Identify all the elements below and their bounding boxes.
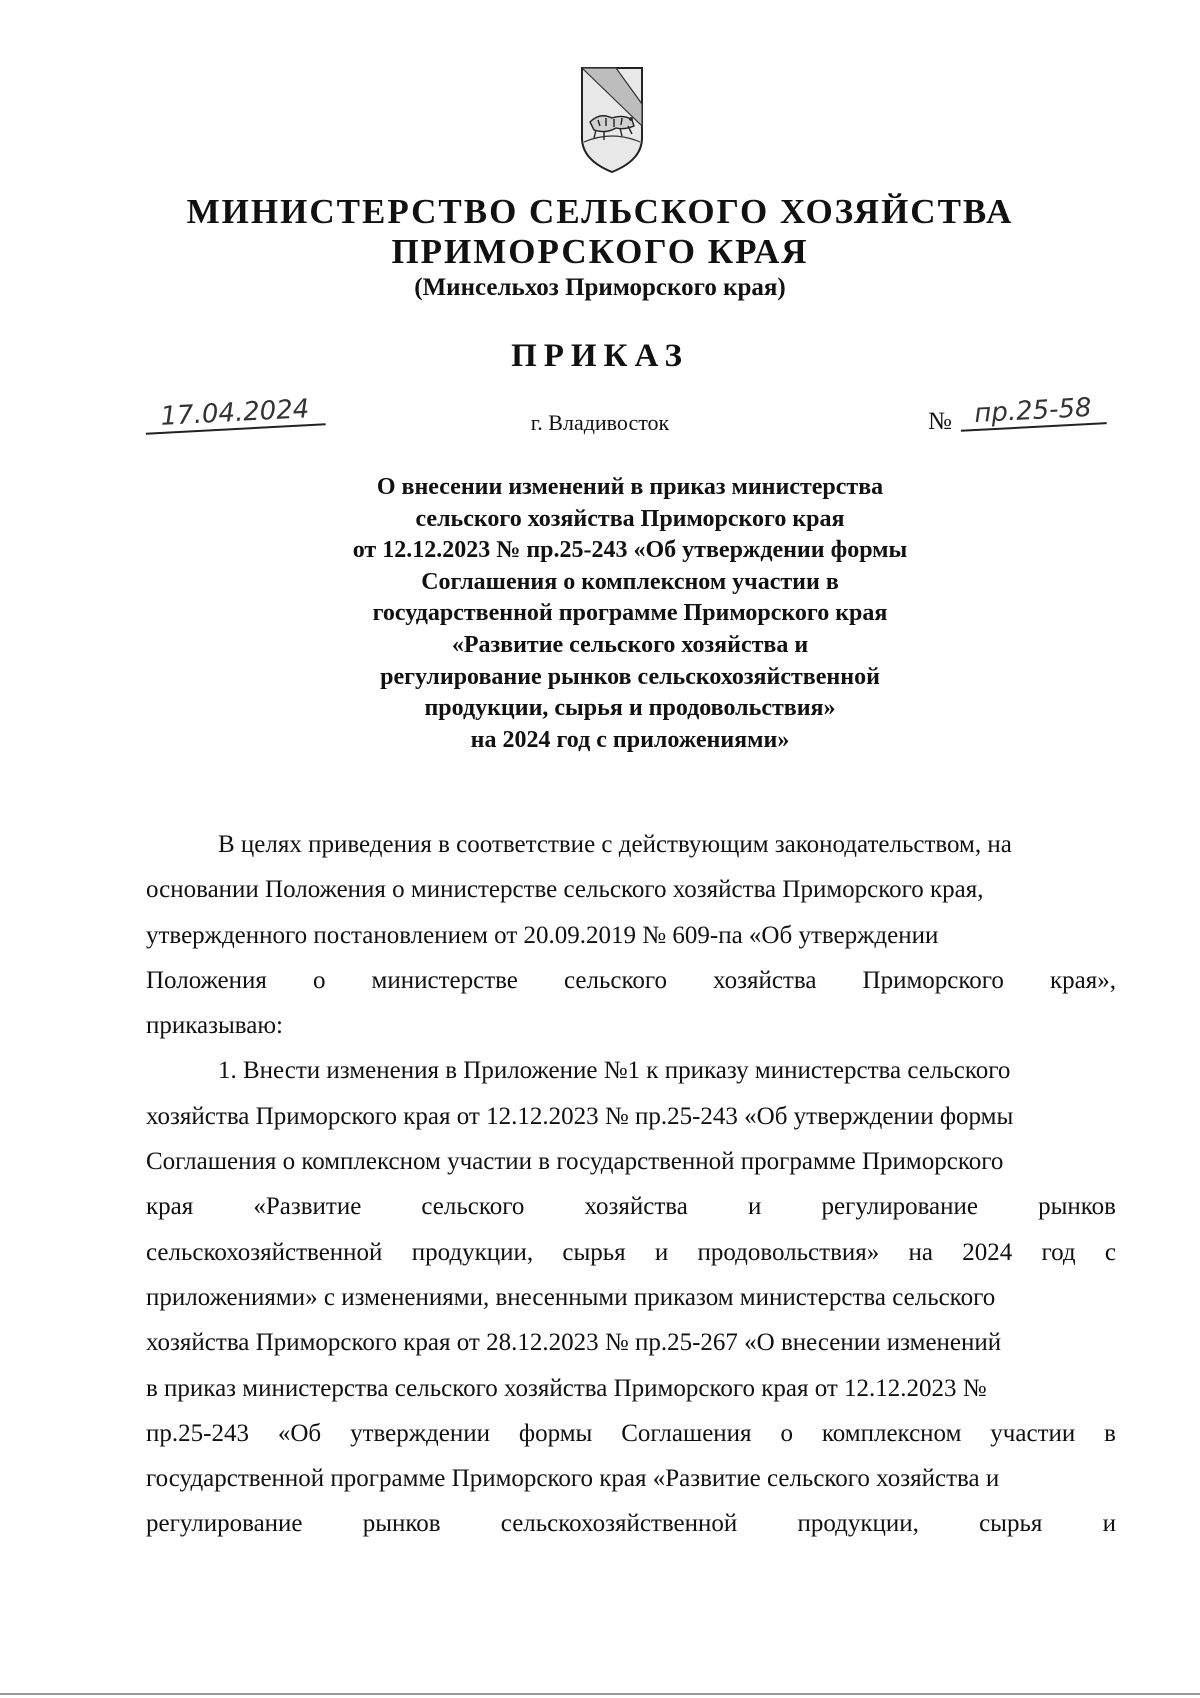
- title-line: от 12.12.2023 № пр.25-243 «Об утверждении формы: [352, 537, 908, 564]
- body-line: 1. Внести изменения в Приложение №1 к приказу министерства сельского: [218, 1057, 1011, 1085]
- word: о: [312, 966, 326, 994]
- body-line: Соглашения о комплексном участии в государственной программе Приморского: [146, 1148, 1004, 1176]
- title-line: государственной программе Приморского края: [372, 600, 888, 627]
- word: Соглашения: [621, 1419, 752, 1447]
- word: края»,: [1049, 966, 1116, 994]
- body-line: утвержденного постановлением от 20.09.2019 № 609-па «Об утверждении: [146, 921, 939, 949]
- word: Положения: [146, 966, 267, 994]
- document-type-heading: ПРИКАЗ: [511, 338, 689, 374]
- word: и: [747, 1193, 762, 1221]
- word: комплексном: [821, 1419, 962, 1447]
- ministry-name-line1: МИНИСТЕРСТВО СЕЛЬСКОГО ХОЗЯЙСТВА: [186, 192, 1014, 231]
- word: регулирование: [146, 1510, 303, 1538]
- word: «Об: [277, 1419, 322, 1447]
- title-line: регулирование рынков сельскохозяйственной: [380, 663, 880, 690]
- ministry-name-line2: ПРИМОРСКОГО КРАЯ: [391, 232, 809, 271]
- body-line: хозяйства Приморского края от 28.12.2023 № пр.25-267 «О внесении изменений: [146, 1329, 1002, 1357]
- word: на: [908, 1238, 933, 1266]
- word: хозяйства: [713, 966, 817, 994]
- word: пр.25-243: [146, 1419, 249, 1447]
- word: и: [1102, 1510, 1116, 1538]
- body-line-justified: [146, 1184, 1116, 1229]
- word: рынков: [1038, 1193, 1116, 1221]
- word: хозяйства: [584, 1193, 688, 1221]
- document-body: [146, 822, 1116, 1547]
- word: и: [654, 1238, 669, 1266]
- word: рынков: [362, 1510, 441, 1538]
- body-line-justified: [146, 1411, 1116, 1456]
- word: о: [780, 1419, 793, 1447]
- word: сельскохозяйственной: [146, 1238, 383, 1266]
- word: сельского: [563, 966, 667, 994]
- word: края: [146, 1193, 194, 1221]
- word: формы: [518, 1419, 593, 1447]
- word: «Развитие: [253, 1193, 362, 1221]
- word: регулирование: [821, 1193, 978, 1221]
- word: сырья: [562, 1238, 626, 1266]
- ministry-short-name: (Минсельхоз Приморского края): [414, 274, 786, 301]
- body-line: приказываю:: [146, 1012, 283, 1040]
- title-line: «Развитие сельского хозяйства и: [451, 631, 809, 658]
- body-line: в приказ министерства сельского хозяйства Приморского края от 12.12.2023 №: [146, 1374, 987, 1402]
- word: 2024: [962, 1238, 1013, 1266]
- word: министерстве: [371, 966, 518, 994]
- body-line: В целях приведения в соответствие с действующим законодательством, на: [218, 831, 1012, 858]
- body-line: приложениями» с изменениями, внесенными приказом министерства сельского: [146, 1283, 996, 1311]
- document-date: 17.04.2024: [144, 393, 325, 434]
- word: продукции,: [411, 1238, 534, 1266]
- body-line: хозяйства Приморского края от 12.12.2023 № пр.25-243 «Об утверждении формы: [146, 1102, 1014, 1130]
- document-number: пр.25-58: [959, 392, 1106, 432]
- body-line-justified: [146, 1230, 1116, 1275]
- word: сырья: [979, 1510, 1043, 1538]
- title-line: на 2024 год с приложениями»: [470, 726, 790, 753]
- body-line-justified: [146, 958, 1116, 1003]
- title-line: О внесении изменений в приказ министерства: [376, 474, 884, 500]
- coat-of-arms-icon: [576, 64, 648, 176]
- document-number-label: №: [928, 408, 952, 435]
- body-line: государственной программе Приморского края «Развитие сельского хозяйства и: [146, 1465, 1000, 1493]
- body-line-justified: [146, 1501, 1116, 1546]
- word: продовольствия»: [697, 1238, 880, 1266]
- title-line: сельского хозяйства Приморского края: [415, 505, 845, 532]
- word: сельского: [421, 1193, 525, 1221]
- title-line: Соглашения о комплексном участии в: [421, 568, 839, 595]
- word: участии: [990, 1419, 1076, 1447]
- word: с: [1104, 1238, 1116, 1266]
- title-line: продукции, сырья и продовольствия»: [424, 695, 836, 722]
- word: утверждении: [350, 1419, 490, 1447]
- word: год: [1041, 1238, 1076, 1266]
- document-title: [150, 472, 1110, 756]
- body-line: основании Положения о министерстве сельского хозяйства Приморского края,: [146, 876, 984, 904]
- document-city: г. Владивосток: [530, 410, 670, 435]
- scan-edge-line: [0, 1693, 1200, 1695]
- word: Приморского: [862, 966, 1004, 994]
- word: продукции,: [797, 1510, 919, 1538]
- word: сельскохозяйственной: [500, 1510, 738, 1538]
- word: в: [1104, 1419, 1116, 1447]
